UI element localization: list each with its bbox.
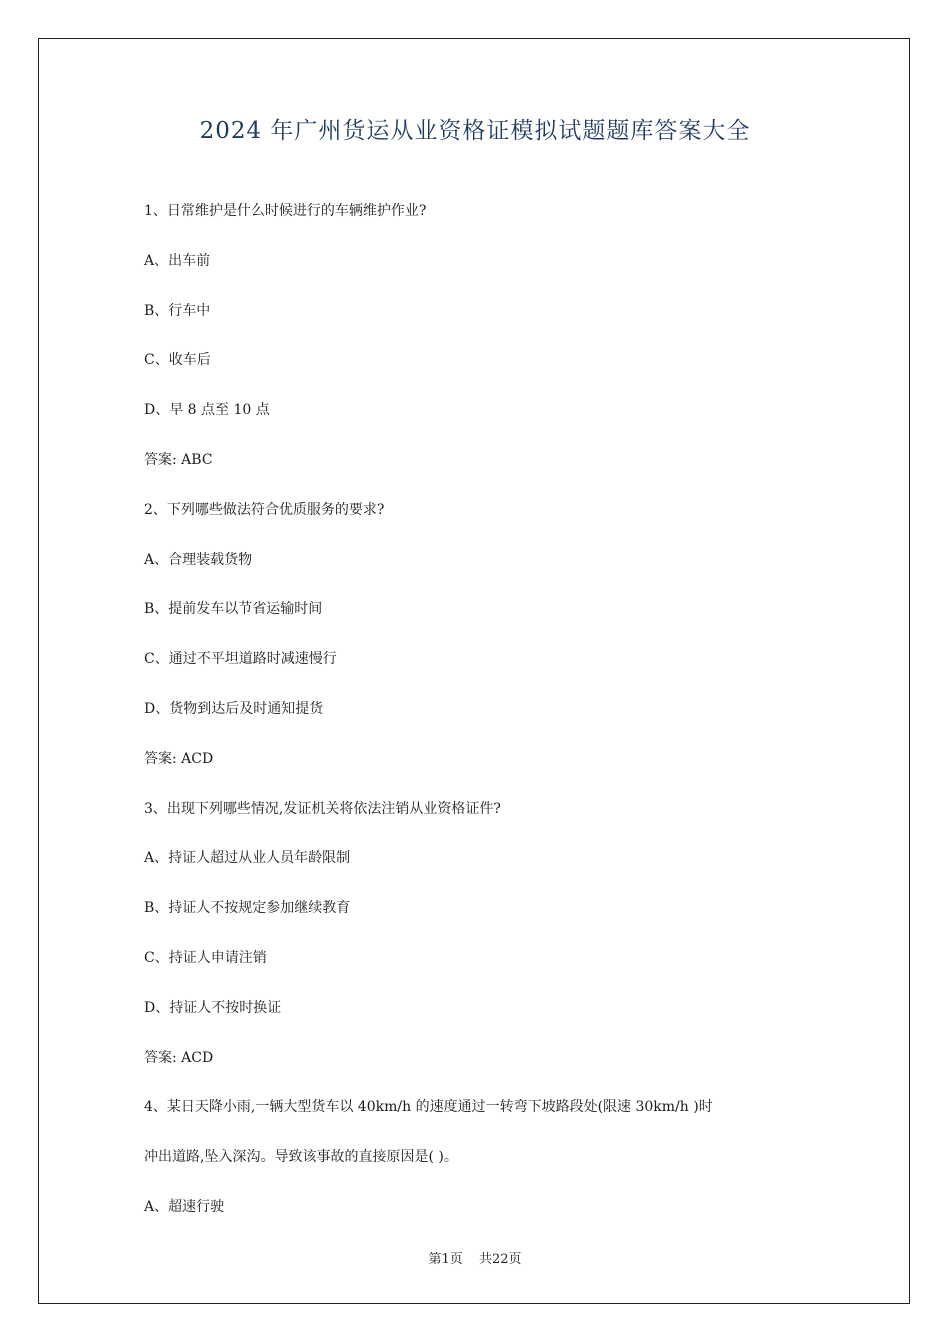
question-4-line-2: 冲出道路,坠入深沟。导致该事故的直接原因是( )。 bbox=[144, 1149, 458, 1166]
answer-2: 答案: ACD bbox=[144, 750, 214, 767]
question-2: 2、下列哪些做法符合优质服务的要求? bbox=[144, 501, 385, 518]
page-total: 共22页 bbox=[478, 1252, 522, 1267]
option-1c: C、收车后 bbox=[144, 352, 211, 369]
answer-3: 答案: ACD bbox=[144, 1049, 214, 1066]
option-2c: C、通过不平坦道路时减速慢行 bbox=[144, 651, 337, 668]
question-3: 3、出现下列哪些情况,发证机关将依法注销从业资格证件? bbox=[144, 800, 501, 817]
option-4a: A、超速行驶 bbox=[144, 1198, 225, 1215]
question-list bbox=[144, 196, 824, 1242]
option-1a: A、出车前 bbox=[144, 252, 211, 269]
option-3a: A、持证人超过从业人员年龄限制 bbox=[144, 850, 351, 867]
question-1: 1、日常维护是什么时候进行的车辆维护作业? bbox=[144, 203, 427, 219]
option-2a: A、合理装载货物 bbox=[144, 551, 253, 568]
option-3b: B、持证人不按规定参加继续教育 bbox=[144, 900, 351, 917]
option-1d: D、早 8 点至 10 点 bbox=[144, 402, 270, 419]
answer-1: 答案: ABC bbox=[144, 451, 213, 468]
option-2d: D、货物到达后及时通知提货 bbox=[144, 700, 324, 717]
option-1b: B、行车中 bbox=[144, 302, 211, 319]
option-2b: B、提前发车以节省运输时间 bbox=[144, 601, 323, 618]
page-footer bbox=[0, 1248, 950, 1267]
option-3c: C、持证人申请注销 bbox=[144, 949, 267, 966]
option-3d: D、持证人不按时换证 bbox=[144, 999, 282, 1016]
document-title: 2024 年广州货运从业资格证模拟试题题库答案大全 bbox=[199, 118, 751, 144]
question-4-line-1: 4、某日天降小雨,一辆大型货车以 40km/h 的速度通过一转弯下坡路段处(限速 30km/h )时 bbox=[144, 1099, 713, 1116]
page-number: 第1页 bbox=[428, 1252, 463, 1267]
